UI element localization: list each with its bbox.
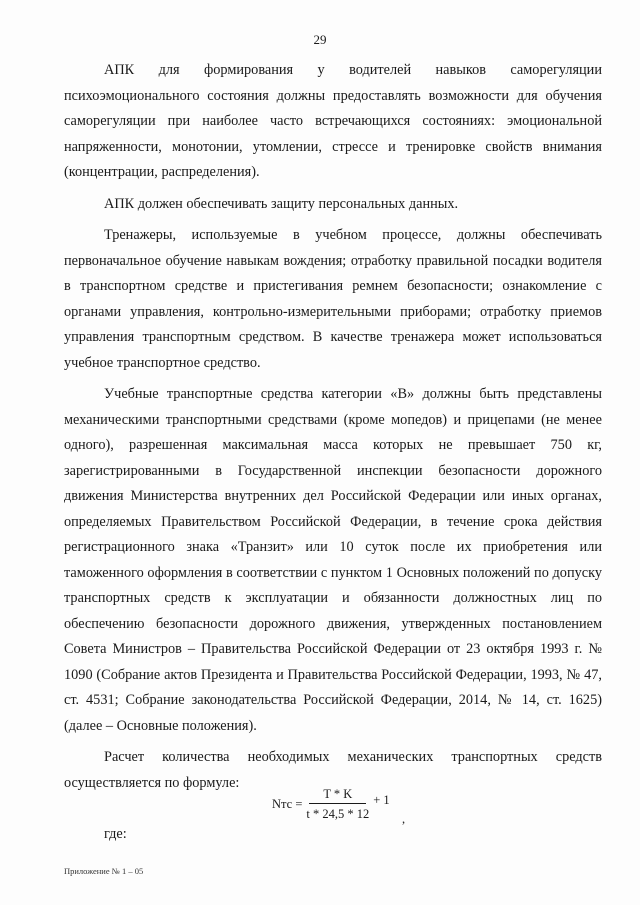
formula-fraction	[306, 786, 369, 822]
formula-comma: ,	[402, 812, 406, 826]
page-number: 29	[313, 32, 327, 47]
vehicle-count-formula	[272, 786, 406, 826]
formula-numerator: T * K	[309, 786, 366, 804]
formula-denominator: t * 24,5 * 12	[306, 807, 370, 821]
paragraph-simulators: Тренажеры, используемые в учебном процессе, должны обеспечивать первоначальное обучение навыкам вождения; отработку правильной посадки водителя в транспортном средстве и пристегивания ремнем безопасности; ознакомление с органами управления, контрольно-измерительными приборами; отработку приемов управления транспортным средством. В качестве тренажера может использоваться учебное транспортное средство.	[64, 227, 602, 371]
paragraph-apk-self-regulation: АПК для формирования у водителей навыков саморегуляции психоэмоционального состояния должны предоставлять возможности для обучения саморегуляции при наиболее часто встречающихся состояниях: эмоциональной напряженности, монотонии, утомлении, стрессе и тренировке свойств внимания (концентрации, распределения).	[64, 62, 602, 180]
where-label: где:	[104, 826, 127, 842]
paragraph-calculation-intro: Расчет количества необходимых механических транспортных средств осуществляется по формуле:	[64, 749, 602, 791]
footer-appendix-label: Приложение № 1 – 05	[64, 866, 144, 876]
document-body	[64, 58, 602, 796]
formula-plus-one: + 1	[373, 792, 390, 807]
paragraph-category-b-vehicles: Учебные транспортные средства категории «В» должны быть представлены механическими транспортными средствами (кроме мопедов) и прицепами (не менее одного), разрешенная максимальная масса которых не превышает 750 кг, зарегистрированными в Государственной инспекции безопасности дорожного движения Министерства внутренних дел Российской Федерации или иных органах, определяемых Правительством Российской Федерации, в течение срока действия регистрационного знака «Транзит» или 10 суток после их приобретения или таможенного оформления в соответствии с пунктом 1 Основных положений по допуску транспортных средств к эксплуатации и обязанности должностных лиц по обеспечению безопасности дорожного движения, утвержденных постановлением Совета Министров – Правительства Российской Федерации от 23 октября 1993 г. № 1090 (Собрание актов Президента и Правительства Российской Федерации, 1993, № 47, ст. 4531; Собрание законодательства Российской Федерации, 2014, № 14, ст. 1625) (далее – Основные положения).	[64, 386, 602, 734]
formula-lhs: Nтс =	[272, 796, 303, 811]
paragraph-apk-data-protection: АПК должен обеспечивать защиту персональных данных.	[104, 195, 459, 212]
